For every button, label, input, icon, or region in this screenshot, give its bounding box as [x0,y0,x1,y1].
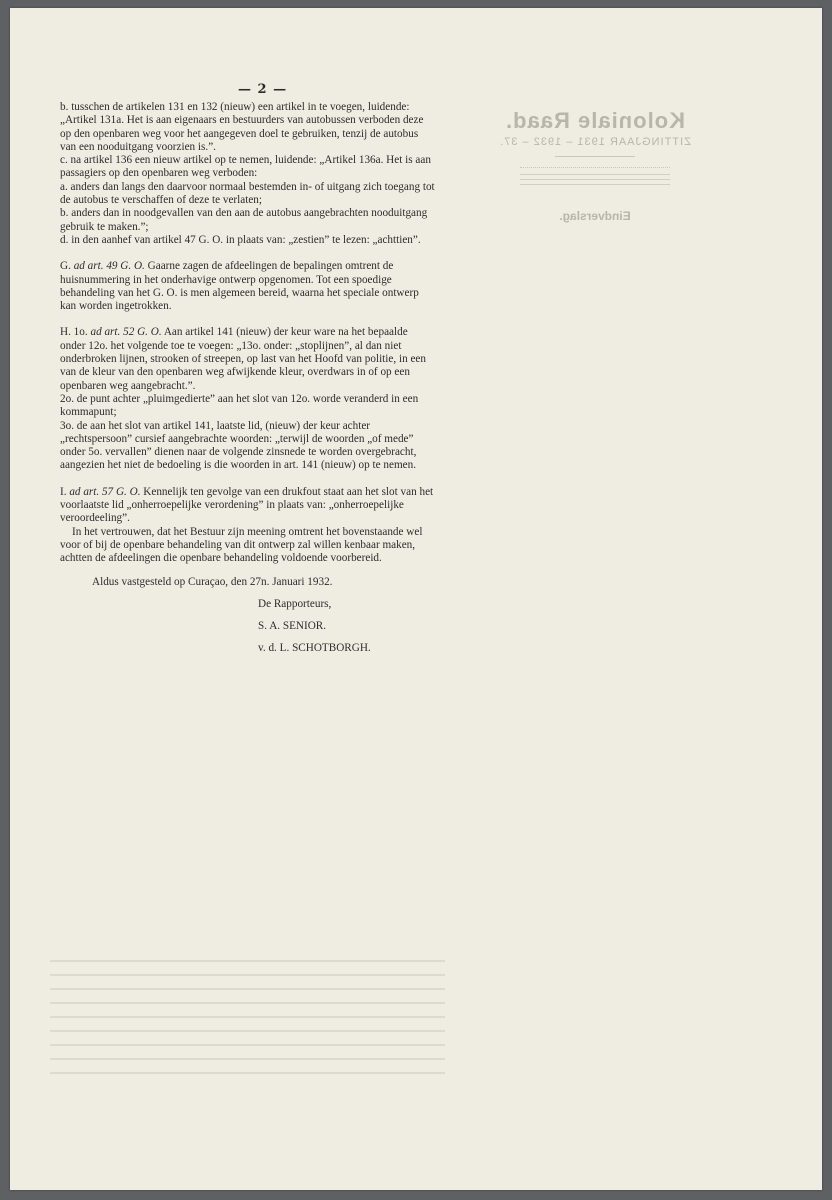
section-g-ref: ad art. 49 G. O. [73,260,145,273]
bleed-through-dotted-rule [520,167,670,168]
bleed-through-rule [555,156,635,157]
paragraph-c: c. na artikel 136 een nieuw artikel op te nemen, luidende: „Artikel 136a. Het is aan passagiers op den openbaren weg verboden: [60,154,431,180]
section-i-text: Kennelijk ten gevolge van een drukfout staat aan het slot van het voorlaatste lid „onherroepelijke verordening” in plaats van: „onherroepelijke veroordeeling”. [60,485,434,525]
section-h-label: H. 1o. [60,326,88,339]
rapporteurs-label: De Rapporteurs, [258,597,332,610]
section-h [60,326,435,392]
section-h-item2: 2o. de punt achter „pluimgedierte” aan het slot van 12o. worde veranderd in een kommapunt; [60,392,419,419]
section-g-text: Gaarne zagen de afdeelingen de bepalingen omtrent de huisnummering in het onderhavige ontwerp opgenomen. Tot een spoedige behandeling van het G. O. is men algemeen bereid, waarna het speciale ontwerp kan worden ingetrokken. [60,260,419,313]
paragraph-b: b. tusschen de artikelen 131 en 132 (nieuw) een artikel in te voegen, luidende: „Artikel 131a. Het is aan eigenaars en bestuurders van autobussen verboden deze op den openbaren weg voor het aangegeven doel te gebruiken, tenzij de autobus van een nooduitgang voorzien is.”. [60,101,424,153]
document-page [10,8,822,1190]
signatory-schotborgh: v. d. L. SCHOTBORGH. [258,642,371,655]
body-text [60,101,435,656]
bleed-through-text-block [50,948,445,1086]
bleed-through-subtitle: ZITTINGJAAR 1931 – 1932 – 37. [499,136,691,148]
section-g-label: G. [60,260,71,273]
section-h-ref: ad art. 52 G. O. [90,326,162,339]
page-number: — 2 — [238,82,288,97]
paragraph-c-b: b. anders dan in noodgevallen van den aan de autobus aangebrachten nooduitgang gebruik te maken.”; [60,207,428,233]
section-i-label: I. [60,485,67,498]
signoff [60,576,435,656]
section-i-ref: ad art. 57 G. O. [69,485,141,498]
paragraph-c-a: a. anders dan langs den daarvoor normaal bestemden in- of uitgang zich toegang tot de autobus te verschaffen of deze te verlaten; [60,180,435,207]
section-h-text: Aan artikel 141 (nieuw) der keur ware na het bepaalde onder 12o. het volgende toe te voegen: „13o. onder: „stoplijnen”, al dan niet onderbroken lijnen, strooken of streepen, op last van het Hoofd van politie, in een van de kleur van den openbaren weg afwijkende kleur, overdwars in of op een openbaren weg aangebracht.”. [60,326,426,392]
date-line: Aldus vastgesteld op Curaçao, den 27n. Januari 1932. [92,575,333,588]
paragraph-d: d. in den aanhef van artikel 47 G. O. in plaats van: „zestien” te lezen: „achttien”. [60,233,421,246]
section-h-item3: 3o. de aan het slot van artikel 141, laatste lid, (nieuw) der keur achter „rechtspersoon” cursief aangebrachte woorden: „terwijl de woorden „of mede” onder 5o. vervallen” dienen naar de volgende zinsnede te worden overgebracht, aangezien het niet de bedoeling is die woorden in art. 141 (nieuw) op te nemen. [60,419,417,472]
signatory-senior: S. A. SENIOR. [258,620,327,633]
bleed-through-lines [520,174,670,185]
bleed-through-header [480,108,710,223]
bleed-through-heading: Eindverslag. [559,209,631,223]
closing-paragraph: In het vertrouwen, dat het Bestuur zijn meening omtrent het bovenstaande wel voor of bij de openbare behandeling van dit ontwerp zal willen kenbaar maken, achtten de afdeelingen die openbare behandeling voldoende voorbereid. [60,525,423,565]
section-g [60,260,435,313]
bleed-through-title: Koloniale Raad. [504,108,686,133]
section-i [60,486,435,526]
